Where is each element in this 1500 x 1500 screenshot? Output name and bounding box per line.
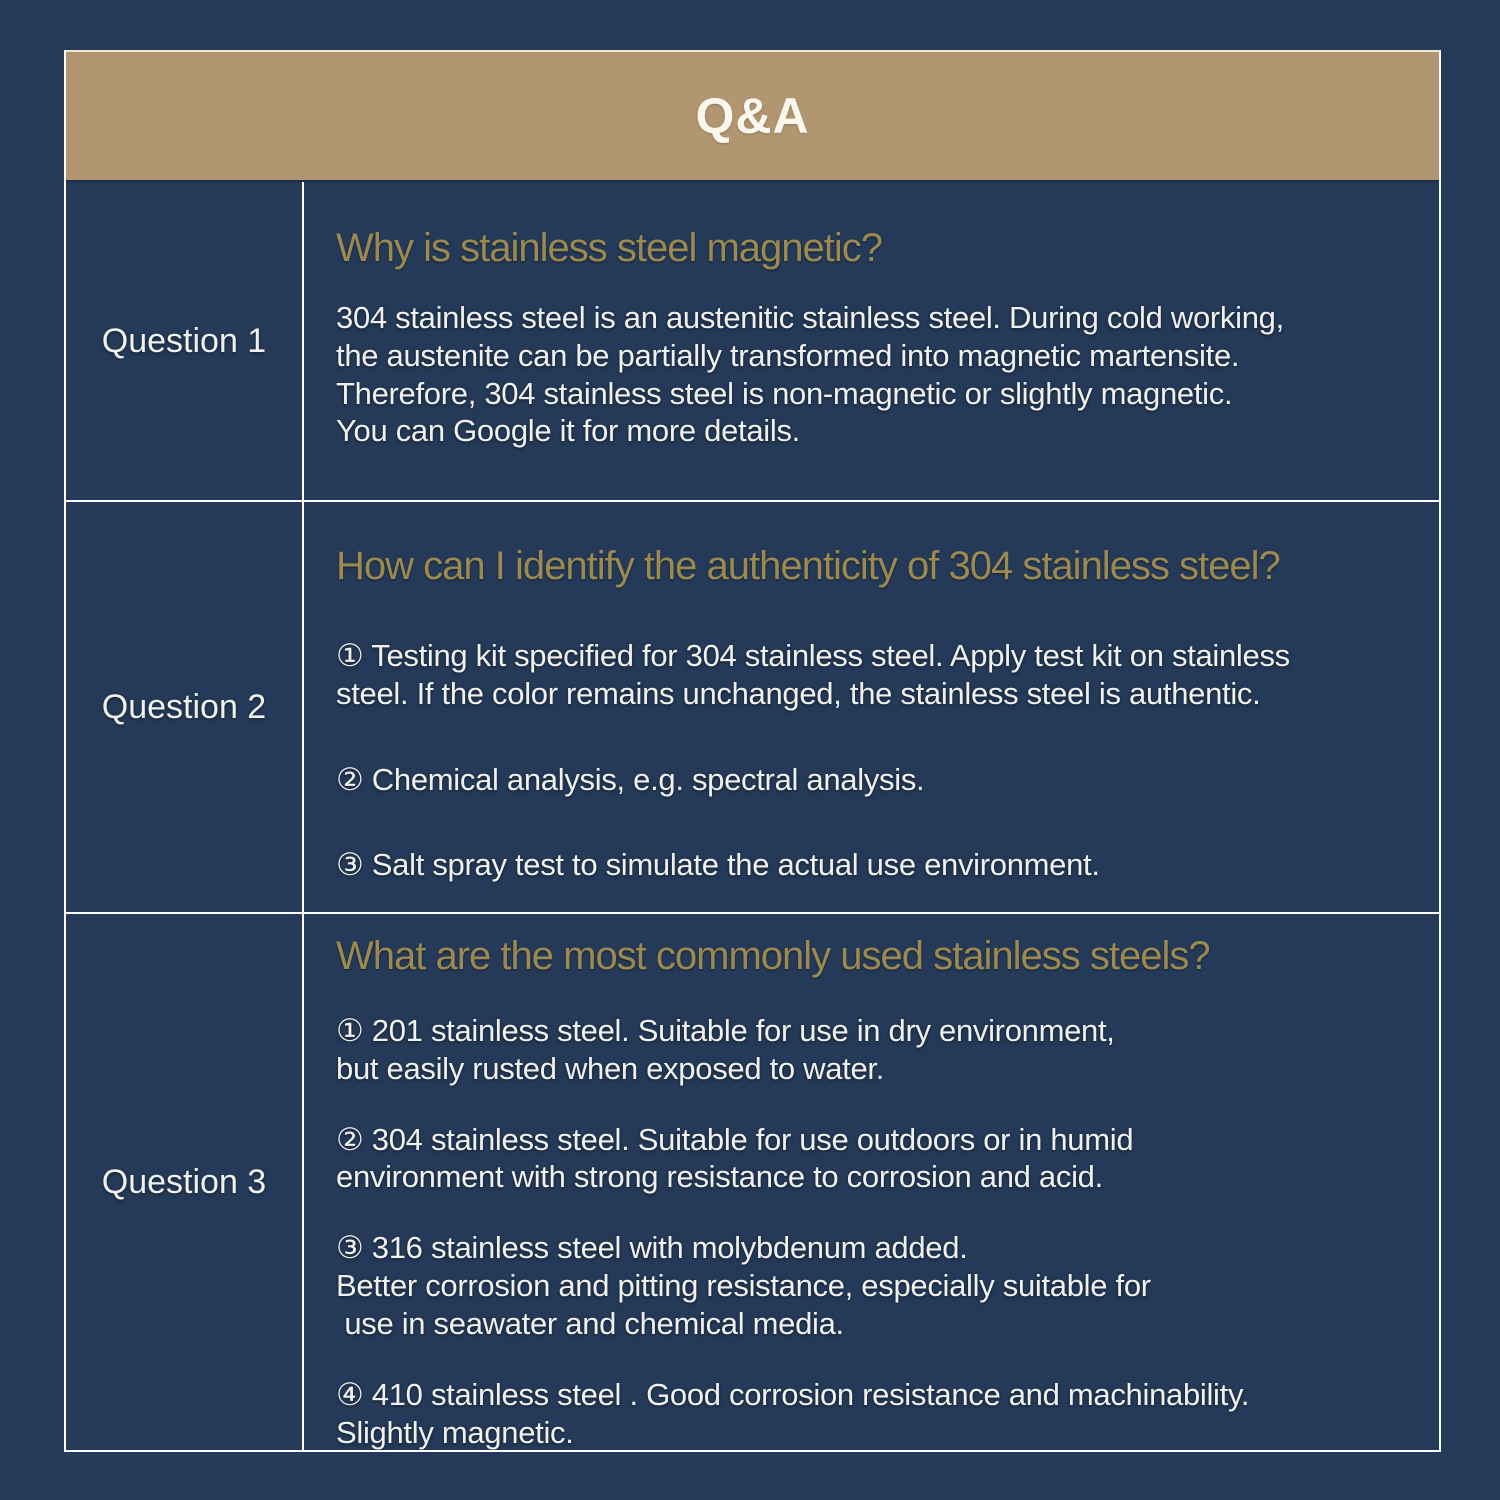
answer-line: ③ Salt spray test to simulate the actual use environment. — [336, 847, 1100, 883]
question-2-label: Question 2 — [101, 687, 267, 726]
question-1-answer — [336, 299, 1419, 450]
question-3-title: What are the most commonly used stainless steels? — [336, 934, 1210, 978]
answer-item-1 — [336, 637, 1419, 713]
answer-line: Better corrosion and pitting resistance, especially suitable for — [336, 1268, 1151, 1304]
answer-item-1 — [336, 1012, 1419, 1088]
answer-item-3 — [336, 1229, 1419, 1342]
answer-line: ① Testing kit specified for 304 stainless steel. Apply test kit on stainless — [336, 638, 1290, 673]
answer-line: ② 304 stainless steel. Suitable for use outdoors or in humid — [336, 1121, 1134, 1157]
answer-line: use in seawater and chemical media. — [336, 1305, 844, 1341]
qa-table — [64, 50, 1441, 1452]
question-2-label-cell — [66, 502, 304, 912]
question-1-label-cell — [66, 182, 304, 500]
question-2-title: How can I identify the authenticity of 304 stainless steel? — [336, 544, 1280, 588]
question-3-label: Question 3 — [101, 1162, 267, 1201]
qa-row-question-2 — [66, 500, 1439, 912]
answer-item-3 — [336, 846, 1419, 884]
answer-line: Therefore, 304 stainless steel is non-magnetic or slightly magnetic. — [336, 375, 1233, 411]
qa-header — [66, 52, 1439, 182]
answer-line: but easily rusted when exposed to water. — [336, 1050, 885, 1086]
answer-line: ① 201 stainless steel. Suitable for use in dry environment, — [336, 1013, 1115, 1048]
answer-line: environment with strong resistance to corrosion and acid. — [336, 1159, 1103, 1195]
answer-line: 304 stainless steel is an austenitic stainless steel. During cold working, — [336, 300, 1284, 335]
answer-item-2 — [336, 1121, 1419, 1197]
answer-line: the austenite can be partially transformed into magnetic martensite. — [336, 337, 1240, 373]
qa-header-title: Q&A — [695, 88, 810, 144]
question-3-label-cell — [66, 914, 304, 1450]
answer-line: You can Google it for more details. — [336, 413, 800, 449]
answer-line: steel. If the color remains unchanged, the stainless steel is authentic. — [336, 675, 1261, 711]
answer-line: Slightly magnetic. — [336, 1414, 574, 1450]
question-2-answer-cell — [304, 502, 1439, 912]
question-3-answer-cell — [304, 914, 1439, 1450]
answer-item-2 — [336, 761, 1419, 799]
qa-row-question-1 — [66, 182, 1439, 500]
question-1-title: Why is stainless steel magnetic? — [336, 226, 883, 270]
qa-row-question-3 — [66, 912, 1439, 1450]
answer-line: ③ 316 stainless steel with molybdenum added. — [336, 1230, 968, 1266]
answer-item-4 — [336, 1376, 1419, 1450]
question-1-label: Question 1 — [101, 321, 267, 360]
answer-line: ② Chemical analysis, e.g. spectral analysis. — [336, 761, 925, 797]
answer-line: ④ 410 stainless steel . Good corrosion resistance and machinability. — [336, 1376, 1250, 1412]
question-1-answer-cell — [304, 182, 1439, 500]
